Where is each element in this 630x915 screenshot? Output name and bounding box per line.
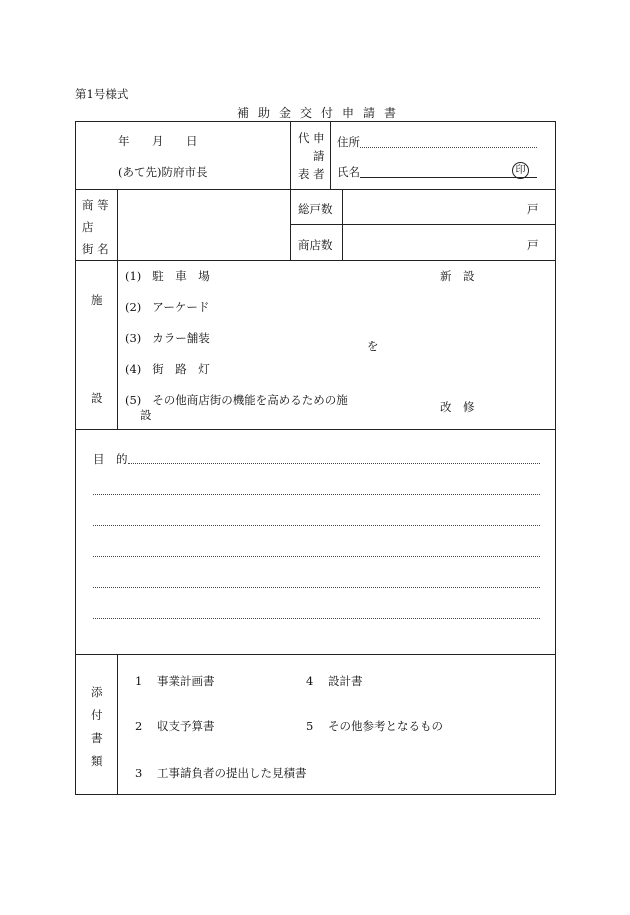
district-name-field[interactable] [120, 192, 288, 258]
facility-item-5-num: (5) [125, 393, 142, 407]
attachment-item-4 [306, 673, 362, 689]
attachment-item-4-text: 設計書 [327, 674, 363, 688]
new-construction-option[interactable]: 新 設 [440, 269, 475, 283]
facility-label-bottom: 設 [91, 391, 103, 405]
households-label: 総戸数 [298, 202, 333, 216]
day-label: 日 [186, 134, 198, 148]
attachment-item-1-text: 事業計画書 [156, 674, 215, 688]
applicant-label-3: 表 者 [298, 167, 325, 181]
facility-item-3-text: カラー舗装 [152, 331, 210, 345]
purpose-label: 目 的 [93, 452, 128, 466]
name-field[interactable] [360, 177, 537, 178]
shops-label: 商店数 [298, 238, 333, 252]
facility-label-top: 施 [91, 293, 103, 307]
facility-item-1 [125, 268, 210, 284]
facility-item-3 [125, 330, 210, 346]
shops-unit: 戸 [527, 238, 539, 252]
attachments-label-1: 添 [91, 685, 103, 699]
facility-item-4-text: 街 路 灯 [152, 362, 210, 376]
facility-item-1-num: (1) [125, 269, 142, 283]
year-label: 年 [118, 134, 130, 148]
facility-item-5-text: その他商店街の機能を高めるための施 [152, 393, 348, 407]
attachment-item-1 [135, 673, 214, 689]
district-label-3: 街 名 [82, 242, 109, 256]
attachment-item-3-text: 工事請負者の提出した見積書 [156, 766, 307, 780]
attachment-item-5 [306, 718, 443, 734]
month-label: 月 [152, 134, 164, 148]
attachments-label-2: 付 [91, 708, 103, 722]
attachment-item-3-num: 3 [135, 766, 143, 780]
facility-item-5 [125, 392, 348, 408]
name-label: 氏名 [337, 165, 360, 179]
district-label-2: 店 [82, 220, 94, 234]
facility-item-2-num: (2) [125, 300, 142, 314]
address-field[interactable] [360, 147, 537, 148]
seal-icon: 印 [512, 162, 529, 179]
facility-item-2 [125, 299, 209, 315]
facility-item-1-text: 駐 車 場 [152, 269, 210, 283]
renovation-option[interactable]: 改 修 [440, 400, 475, 414]
form-title: 補助金交付申請書 [237, 106, 406, 120]
attachment-item-5-num: 5 [306, 719, 314, 733]
addressee: (あて先)防府市長 [118, 165, 208, 179]
attachment-item-2-text: 収支予算書 [156, 719, 215, 733]
facility-item-5-wrap: 設 [140, 408, 152, 422]
attachment-item-2-num: 2 [135, 719, 143, 733]
facility-item-4 [125, 361, 210, 377]
attachment-item-2 [135, 718, 214, 734]
facility-item-2-text: アーケード [152, 300, 210, 314]
applicant-label-2: 請 [313, 149, 325, 163]
attachment-item-3 [135, 765, 306, 781]
attachment-item-5-text: その他参考となるもの [327, 719, 443, 733]
facility-item-4-num: (4) [125, 362, 142, 376]
attachments-label-3: 書 [91, 731, 103, 745]
address-label: 住所 [337, 135, 360, 149]
form-number: 第1号様式 [75, 87, 129, 101]
facility-item-3-num: (3) [125, 331, 142, 345]
attachments-label-4: 類 [91, 754, 103, 768]
households-unit: 戸 [527, 202, 539, 216]
applicant-label-1: 代 申 [298, 131, 325, 145]
attachment-item-4-num: 4 [306, 674, 314, 688]
district-label-1: 商 等 [82, 198, 109, 212]
facility-particle: を [367, 339, 379, 353]
attachment-item-1-num: 1 [135, 674, 143, 688]
